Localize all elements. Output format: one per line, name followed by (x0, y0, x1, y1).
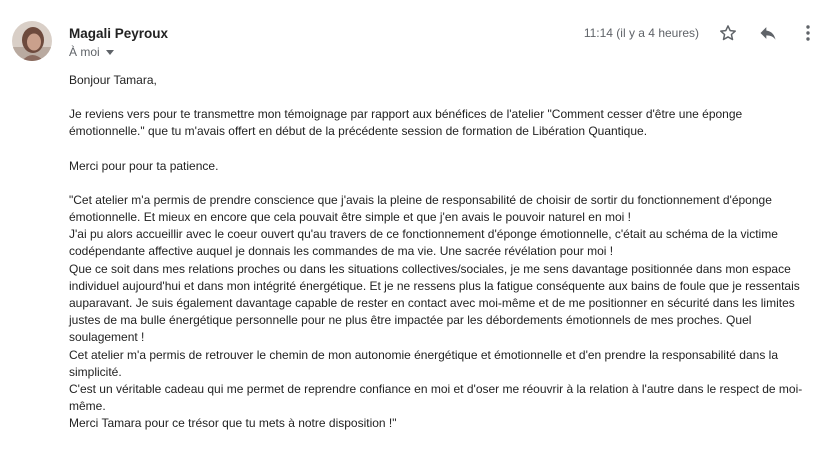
testimony-line: Que ce soit dans mes relations proches ou dans les situations collectives/sociales, je me sens davantage positionnée dans mon espace (69, 261, 791, 276)
caret-down-icon (106, 50, 114, 55)
testimony-line: soulagement ! (69, 330, 145, 345)
testimony-line: justes de ma bulle énergétique personnelle pour ne plus être impactée par les débordements émotionnels de mes proches. Quel (69, 313, 752, 328)
message-timestamp: 11:14 (il y a 4 heures) (583, 26, 699, 40)
testimony-line: individuel aujourd'hui et dans mon intégrité énergétique. Et je ne ressens plus la fatigue conséquente aux bains de foule que je ressentais (69, 278, 800, 293)
intro-line: émotionnelle." que tu m'avais offert en début de la précédente session de formation de Libération Quantique. (69, 124, 648, 139)
star-button[interactable] (715, 20, 741, 46)
sender-avatar[interactable] (12, 21, 52, 61)
greeting: Bonjour Tamara, (69, 73, 157, 87)
more-vertical-icon (805, 24, 811, 42)
testimony-line: J'ai pu alors accueillir avec le coeur ouvert qu'au travers de ce fonctionnement d'éponge émotionnelle, c'était au schéma de la victime (69, 227, 778, 242)
testimony-line: Cet atelier m'a permis de retrouver le chemin de mon autonomie énergétique et émotionnelle et d'en prendre la responsabilité dans la (69, 347, 778, 362)
testimony-line: C'est un véritable cadeau qui me permet de reprendre confiance en moi et d'oser me réouvrir à la relation à l'autre dans le respect de moi- (69, 382, 803, 397)
testimony-line: Merci Tamara pour ce trésor que tu mets à notre disposition !" (69, 416, 397, 431)
testimony-line: même. (69, 399, 106, 414)
reply-icon (758, 23, 778, 43)
sender-name: Magali Peyroux (69, 26, 169, 41)
avatar-photo (12, 21, 52, 61)
intro-line: Je reviens vers pour te transmettre mon témoignage par rapport aux bénéfices de l'atelier "Comment cesser d'être une éponge (69, 107, 743, 122)
recipient-details-toggle[interactable] (69, 45, 114, 59)
testimony-line: "Cet atelier m'a permis de prendre conscience que j'avais la pleine de responsabilité de choisir de sortir du fonctionnement d'éponge (69, 192, 772, 207)
testimony-line: auparavant. Je suis également davantage capable de rester en contact avec moi-même et de me positionner en sécurité dans les limites (69, 296, 795, 311)
testimony-line: émotionnelle. Et mieux en encore que cela pouvait être simple et que j'en avais le pouvoir naturel en moi ! (69, 210, 631, 225)
testimony-line: simplicité. (69, 364, 122, 379)
recipient-label: À moi (69, 45, 100, 59)
reply-button[interactable] (755, 20, 781, 46)
thanks-line: Merci pour pour ta patience. (69, 158, 219, 173)
testimony-line: codépendante affective auquel je donnais les commandes de ma vie. Une sacrée révélation pour moi ! (69, 244, 614, 259)
more-options-button[interactable] (795, 20, 821, 46)
message-body (69, 72, 809, 433)
star-icon (718, 23, 738, 43)
